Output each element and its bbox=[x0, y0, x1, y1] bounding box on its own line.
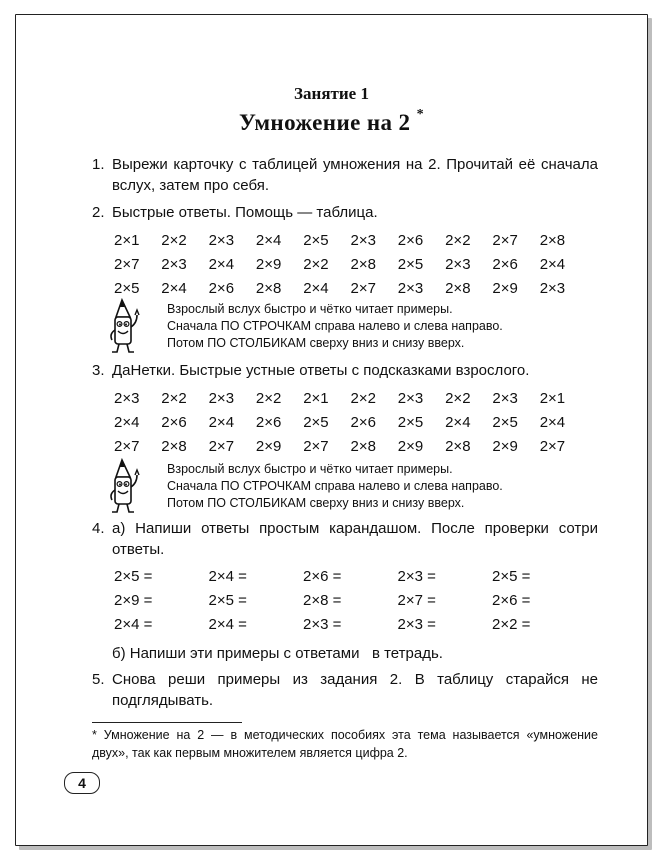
multiplication-expression: 2×9 bbox=[255, 256, 282, 273]
multiplication-expression: 2×4 bbox=[445, 414, 471, 431]
lesson-label: Занятие 1 bbox=[294, 84, 369, 103]
task-number: 1. bbox=[92, 156, 105, 173]
multiplication-expression: 2×6 bbox=[492, 256, 518, 273]
multiplication-expression: 2×5 bbox=[303, 232, 329, 249]
multiplication-expression: 2×3 bbox=[539, 280, 566, 297]
multiplication-expression: 2×2 bbox=[255, 390, 282, 407]
task-text: Снова реши примеры из задания 2. В таблицу старайся не подглядывать. bbox=[112, 671, 598, 709]
task-4 bbox=[92, 518, 598, 560]
fill-in-expression: 2×4 = bbox=[208, 568, 247, 585]
task-text: б) Напиши эти примеры с ответами в тетрадь. bbox=[112, 645, 443, 662]
multiplication-expression: 2×6 bbox=[397, 232, 424, 249]
multiplication-expression: 2×7 bbox=[492, 232, 518, 249]
multiplication-expression: 2×8 bbox=[350, 256, 376, 273]
task-4b bbox=[92, 643, 598, 664]
multiplication-expression: 2×1 bbox=[539, 390, 566, 407]
pencil-mascot-icon bbox=[104, 457, 150, 515]
fill-in-expression: 2×3 = bbox=[303, 616, 342, 633]
title-text: Умножение на 2 bbox=[238, 110, 411, 135]
multiplication-expression: 2×6 bbox=[208, 280, 235, 297]
adult-instruction-note bbox=[167, 461, 503, 512]
fill-in-expression: 2×6 = bbox=[303, 568, 342, 585]
multiplication-expression: 2×7 bbox=[114, 256, 140, 273]
note-line: Взрослый вслух быстро и чётко читает примеры. bbox=[167, 462, 453, 476]
fill-in-expression: 2×2 = bbox=[492, 616, 531, 633]
multiplication-expression: 2×5 bbox=[303, 414, 329, 431]
multiplication-expression: 2×8 bbox=[350, 438, 376, 455]
multiplication-expression: 2×9 bbox=[397, 438, 424, 455]
task-text: ДаНетки. Быстрые устные ответы с подсказками взрослого. bbox=[112, 362, 530, 379]
multiplication-expression: 2×7 bbox=[208, 438, 235, 455]
task-1 bbox=[92, 154, 598, 196]
multiplication-expression: 2×6 bbox=[350, 414, 376, 431]
footnote-divider bbox=[92, 722, 242, 723]
title-footnote-mark: * bbox=[416, 107, 425, 122]
task-number: 3. bbox=[92, 362, 105, 379]
note-line: Сначала ПО СТРОЧКАМ справа налево и слева направо. bbox=[167, 479, 503, 493]
multiplication-expression: 2×3 bbox=[492, 390, 518, 407]
task-3 bbox=[92, 360, 598, 381]
note-line: Взрослый вслух быстро и чётко читает примеры. bbox=[167, 302, 453, 316]
fill-in-expression: 2×7 = bbox=[397, 592, 436, 609]
multiplication-expression: 2×4 bbox=[539, 256, 566, 273]
multiplication-expression: 2×2 bbox=[445, 390, 471, 407]
task-text: Вырежи карточку с таблицей умножения на 2. Прочитай её сначала вслух, затем про себя. bbox=[112, 156, 598, 194]
multiplication-expression: 2×3 bbox=[161, 256, 187, 273]
fill-in-expression: 2×3 = bbox=[397, 568, 436, 585]
multiplication-expression: 2×4 bbox=[161, 280, 187, 297]
multiplication-expression: 2×3 bbox=[208, 390, 235, 407]
multiplication-expression: 2×4 bbox=[539, 414, 566, 431]
multiplication-expression: 2×7 bbox=[350, 280, 376, 297]
multiplication-expression: 2×3 bbox=[397, 390, 424, 407]
multiplication-expression: 2×3 bbox=[114, 390, 140, 407]
fill-in-expression: 2×4 = bbox=[208, 616, 247, 633]
fill-in-expression: 2×8 = bbox=[303, 592, 342, 609]
multiplication-expression: 2×7 bbox=[114, 438, 140, 455]
fill-in-expression: 2×5 = bbox=[492, 568, 531, 585]
note-line: Потом ПО СТОЛБИКАМ сверху вниз и снизу вверх. bbox=[167, 496, 465, 510]
multiplication-expression: 2×3 bbox=[208, 232, 235, 249]
fill-in-expression: 2×3 = bbox=[397, 616, 436, 633]
multiplication-expression: 2×4 bbox=[208, 256, 235, 273]
multiplication-expression: 2×4 bbox=[303, 280, 329, 297]
multiplication-expression: 2×2 bbox=[161, 390, 187, 407]
multiplication-expression: 2×5 bbox=[397, 256, 424, 273]
fill-in-expression: 2×5 = bbox=[114, 568, 153, 585]
multiplication-expression: 2×3 bbox=[350, 232, 376, 249]
multiplication-expression: 2×5 bbox=[492, 414, 518, 431]
multiplication-expression: 2×8 bbox=[255, 280, 282, 297]
multiplication-expression: 2×5 bbox=[114, 280, 140, 297]
pencil-mascot-icon bbox=[104, 297, 150, 355]
multiplication-expression: 2×1 bbox=[114, 232, 140, 249]
multiplication-expression: 2×6 bbox=[161, 414, 187, 431]
task-number: 4. bbox=[92, 520, 105, 537]
page-number: 4 bbox=[64, 772, 100, 794]
task-number: 2. bbox=[92, 204, 105, 221]
multiplication-expression: 2×2 bbox=[303, 256, 329, 273]
multiplication-expression: 2×9 bbox=[492, 438, 518, 455]
note-line: Сначала ПО СТРОЧКАМ справа налево и слева направо. bbox=[167, 319, 503, 333]
multiplication-expression: 2×4 bbox=[255, 232, 282, 249]
multiplication-expression: 2×6 bbox=[255, 414, 282, 431]
note-line: Потом ПО СТОЛБИКАМ сверху вниз и снизу вверх. bbox=[167, 336, 465, 350]
page-title bbox=[0, 107, 663, 136]
multiplication-expression: 2×2 bbox=[445, 232, 471, 249]
multiplication-expression: 2×3 bbox=[445, 256, 471, 273]
multiplication-expression: 2×9 bbox=[492, 280, 518, 297]
fill-in-expression: 2×9 = bbox=[114, 592, 153, 609]
multiplication-expression: 2×7 bbox=[303, 438, 329, 455]
multiplication-expression: 2×2 bbox=[161, 232, 187, 249]
multiplication-expression: 2×1 bbox=[303, 390, 329, 407]
multiplication-expression: 2×8 bbox=[161, 438, 187, 455]
fill-in-expression: 2×4 = bbox=[114, 616, 153, 633]
multiplication-expression: 2×9 bbox=[255, 438, 282, 455]
fill-in-expression: 2×5 = bbox=[208, 592, 247, 609]
adult-instruction-note bbox=[167, 301, 503, 352]
task-text: а) Напиши ответы простым карандашом. После проверки сотри ответы. bbox=[112, 520, 598, 558]
task-number: 5. bbox=[92, 671, 105, 688]
multiplication-expression: 2×3 bbox=[397, 280, 424, 297]
task-2 bbox=[92, 202, 598, 223]
multiplication-expression: 2×8 bbox=[445, 438, 471, 455]
multiplication-expression: 2×2 bbox=[350, 390, 376, 407]
task-5 bbox=[92, 669, 598, 711]
multiplication-expression: 2×8 bbox=[539, 232, 566, 249]
footnote: * Умножение на 2 — в методических пособиях эта тема называется «умножение двух», так как первым множителем является цифра 2. bbox=[92, 728, 598, 760]
fill-in-expression: 2×6 = bbox=[492, 592, 531, 609]
task-text: Быстрые ответы. Помощь — таблица. bbox=[112, 204, 378, 221]
multiplication-expression: 2×8 bbox=[445, 280, 471, 297]
multiplication-expression: 2×5 bbox=[397, 414, 424, 431]
multiplication-expression: 2×7 bbox=[539, 438, 566, 455]
multiplication-expression: 2×4 bbox=[208, 414, 235, 431]
multiplication-expression: 2×4 bbox=[114, 414, 140, 431]
